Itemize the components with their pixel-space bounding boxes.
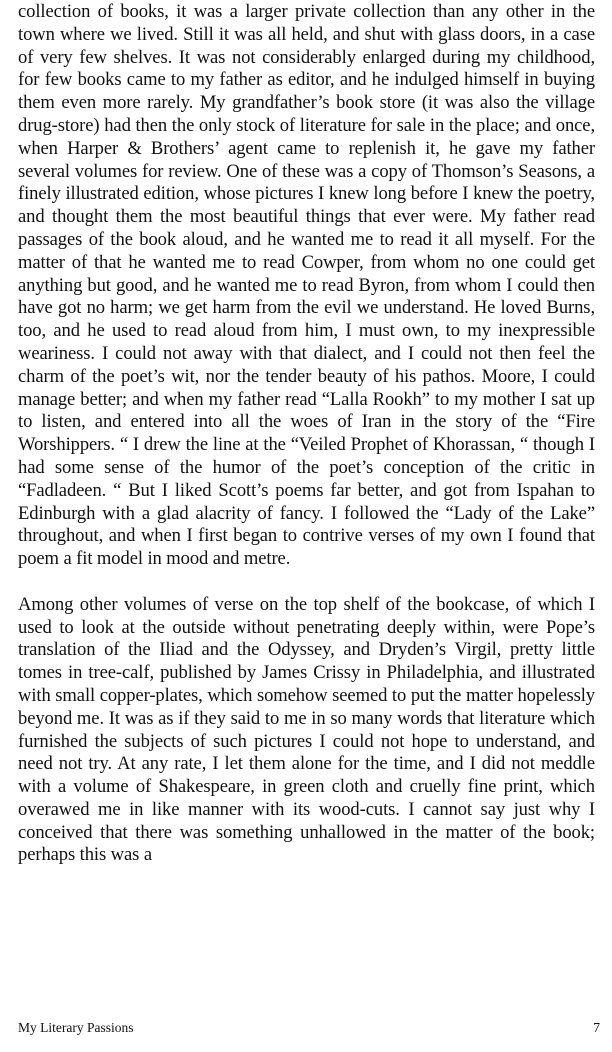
- body-paragraph-1: collection of books, it was a larger private collection than any other in the town where we lived. Still it was all held, and shut with glass doors, in a case of very few shelves. It was not considerably enlarged during my childhood, for few books came to my father as editor, and he indulged himself in buying them even more rarely. My grandfather’s book store (it was also the village drug-store) had then the only stock of literature for sale in the place; and once, when Harper & Brothers’ agent came to replenish it, he gave my father several volumes for review. One of these was a copy of Thomson’s Seasons, a finely illustrated edition, whose pictures I knew long before I knew the poetry, and thought them the most beautiful things that ever were. My father read passages of the book aloud, and he wanted me to read it all myself. For the matter of that he wanted me to read Cowper, from whom no one could get anything but good, and he wanted me to read Byron, from whom I could then have got no harm; we get harm from the evil we understand. He loved Burns, too, and he used to read aloud from him, I must own, to my inexpressible weariness. I could not away with that dialect, and I could not then feel the charm of the poet’s wit, nor the tender beauty of his pathos. Moore, I could manage better; and when my father read “Lalla Rookh” to my mother I sat up to listen, and entered into all the woes of Iran in the story of the “Fire Worshippers. “ I drew the line at the “Veiled Prophet of Khorassan, “ though I had some sense of the humor of the poet’s conception of the critic in “Fadladeen. “ But I liked Scott’s poems far better, and got from Ispahan to Edinburgh with a glad alacrity of fancy. I followed the “Lady of the Lake” throughout, and when I first began to contrive verses of my own I found that poem a fit model in mood and metre.: [18, 1, 595, 570]
- document-page: [18, 0, 595, 1052]
- page-footer: [18, 1018, 600, 1038]
- page-number: 7: [593, 1020, 600, 1035]
- body-paragraph-2: Among other volumes of verse on the top shelf of the bookcase, of which I used to look at the outside without penetrating deeply within, were Pope’s translation of the Iliad and the Odyssey, and Dryden’s Virgil, pretty little tomes in tree-calf, published by James Crissy in Philadelphia, and illustrated with small copper-plates, which somehow seemed to put the matter hopelessly beyond me. It was as if they said to me in so many words that literature which furnished the subjects of such pictures I could not hope to understand, and need not try. At any rate, I let them alone for the time, and I did not meddle with a volume of Shakespeare, in green cloth and cruelly fine print, which overawed me in like manner with its wood-cuts. I cannot say just why I conceived that there was something unhallowed in the matter of the book; perhaps this was a: [18, 593, 595, 866]
- running-title: My Literary Passions: [18, 1020, 134, 1035]
